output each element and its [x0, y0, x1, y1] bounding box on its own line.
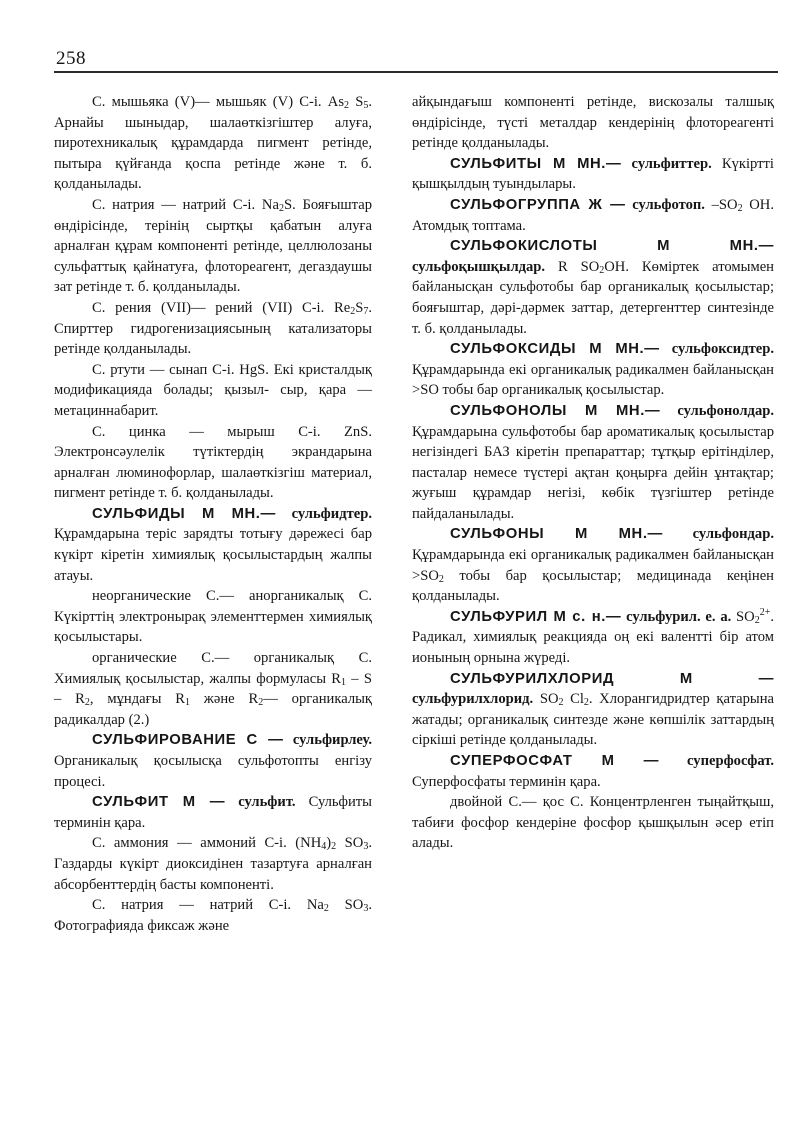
dictionary-entry: СУЛЬФИДЫ М МН.— сульфидтер. Құрамдарына теріс зарядты тотығу дәрежесі бар күкірт кіретін химиялық қосылыстардың жалпы атауы. [54, 505, 372, 584]
dictionary-entry: СУЛЬФИТ М — сульфит. Сульфиты терминін қара. [54, 794, 372, 831]
sub-entry: С. натрия — натрий С-і. $Na_2$ $SO_3$. Фотографияда фиксаж және [54, 897, 372, 934]
dictionary-entry: СУЛЬФОНЫ М МН.— сульфондар. Құрамдарында екі органикалық радикалмен байланысқан $>SO_2$ тобы бар қосылыстар; медицинада кеңінен қолданылады. [412, 526, 774, 605]
dictionary-entry: СУЛЬФОКИСЛОТЫ М МН.— сульфоқышқылдар. R $SO_2OH$. Көміртек атомымен байланысқан сульфотобы бар органикалық қосылыстар; бояғыштар, дәрі-дәрмек заттар, детергенттер синтезінде т. б. қолданылады. [412, 238, 774, 337]
sub-entry: неорганические С.— анорганикалық С. Күкірттің электронырақ элементтермен химиялық қосылыстары. [54, 588, 372, 646]
header-rule [54, 71, 778, 73]
dictionary-entry: СУЛЬФОГРУППА Ж — сульфотоп. $-SO_2$ OH. Атомдық топтама. [412, 196, 774, 234]
sub-entry: С. ртути — сынап С-і. HgS. Екі кристалдық модификацияда болады; қызыл- сыр, қара — метациннабарит. [54, 361, 372, 419]
sub-entry: С. цинка — мырыш С-і. ZnS. Электронсәулелік түтіктердің экрандарына арналған люминофорлар, шалаөткізгіш материал, пигмент ретінде т. б. қолданылады. [54, 423, 372, 502]
dictionary-entry: СУЛЬФИТЫ М МН.— сульфиттер. Күкіртті қышқылдың туындылары. [412, 155, 774, 193]
dictionary-entry: СУЛЬФОНОЛЫ М МН.— сульфонолдар. Құрамдарына сульфотобы бар ароматикалық қосылыстар негізіндегі БАЗ кіретін препараттар; тұтқыр ерітінділер, пасталар немесе түстері ақтан қоңырға дейін ұнтақтар; жуғыш құрамдар негізі, көбік түзгіштер ретінде пайдаланылады. [412, 402, 775, 522]
sub-entry: органические С.— органикалық С. Химиялық қосылыстар, жалпы формуласы $R_1$ – S – $R_2$, мұндағы $R_1$ және $R_2—$ органикалық радикалдар (2.) [54, 650, 372, 728]
continued-text: айқындағыш компоненті ретінде, вискозалы талшық өндірісінде, түсті металдар кендерінің флотореагенті ретінде қолданылады. [412, 94, 774, 152]
dictionary-entry: СУЛЬФУРИЛХЛОРИД М — сульфурилхлорид. $SO_2$ $Cl_2$. Хлорангидридтер қатарына жатады; органикалық синтезде және көпшілік заттардың сіркіші ретінде қолданылады. [412, 670, 775, 749]
sub-entry: С. аммония — аммоний С-і. $(NH_4)_2$ $SO_3$. Газдарды күкірт диоксидінен тазартуға арналған абсорбенттердің басты компоненті. [54, 835, 372, 893]
dictionary-entry: СУЛЬФИРОВАНИЕ С — сульфирлеу. Органикалық қосылысқа сульфотопты енгізу процесі. [54, 732, 372, 790]
sub-entry: С. рения (VII)— рений (VII) С-і. $Re_2S_7$. Спирттер гидрогенизациясының катализаторы ретінде қолданылады. [54, 299, 372, 358]
sub-entry: С. натрия — натрий С-і. $Na_2S$. Бояғыштар өндірісінде, терінің сыртқы қабатын алуға арналған құрам компоненті ретінде, целлюлозаны сульфаттық қайнатуға, флотореагент, дегаздаушы зат ретінде т. б. қолданылады. [54, 196, 373, 296]
dictionary-entry: СУЛЬФОКСИДЫ М МН.— сульфоксидтер. Құрамдарында екі органикалық радикалмен байланысқан >SO тобы бар органикалық қосылыстар. [412, 341, 774, 399]
page-number: 258 [56, 48, 86, 69]
dictionary-entry: СУЛЬФУРИЛ М с. н.— сульфурил. е. а. $SO_2^{2+}$. Радикал, химиялық реакцияда оң екі валентті бір атом ионының орнына жүреді. [412, 606, 774, 667]
right-column [412, 92, 774, 854]
sub-entry: двойной С.— қос С. Концентрленген тыңайтқыш, табиғи фосфор кендеріне фосфор қышқылын әсер етіп алады. [412, 794, 774, 852]
dictionary-entry: СУПЕРФОСФАТ М — суперфосфат. Суперфосфаты терминін қара. [412, 753, 774, 790]
left-column [54, 92, 372, 936]
sub-entry: С. мышьяка (V)— мышьяк (V) С-і. $As_2$ $S_5$. Арнайы шыныдар, шалаөткізгіштер алуға, пиротехникалық құрамдарда пигмент ретінде, пытыра қүйғанда қоспа ретінде және т. б. қолданылады. [54, 94, 372, 193]
